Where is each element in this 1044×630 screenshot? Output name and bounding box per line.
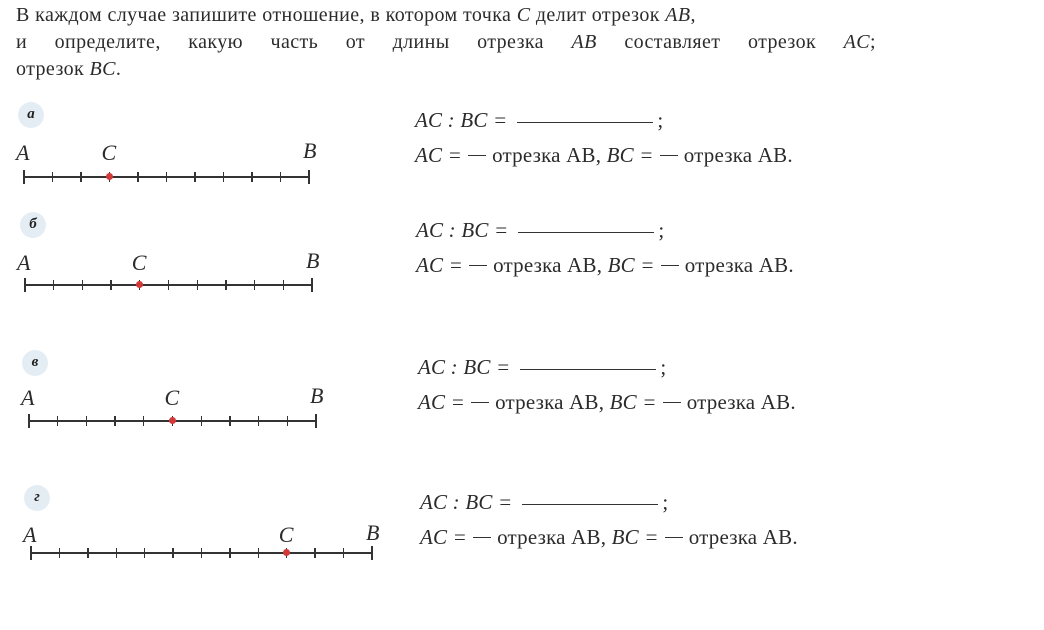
point-a-label: A (23, 522, 37, 547)
segment-division-tick (57, 416, 58, 426)
point-c-ref: C (516, 4, 531, 26)
ac-equals: AC = (418, 390, 466, 414)
ratio-answer-blank[interactable] (517, 122, 653, 123)
point-c-label: C (131, 250, 147, 275)
segment-division-tick (82, 280, 83, 290)
ratio-end: ; (658, 218, 665, 242)
parts-row (418, 390, 796, 415)
fraction-blank-bc[interactable] (661, 265, 679, 266)
bc-equals: BC = (607, 253, 655, 277)
of-segment-ab: отрезка AB, (497, 525, 607, 549)
ratio-row (415, 108, 663, 133)
fraction-blank-ac[interactable] (473, 537, 491, 538)
ratio-expression: AC : BC = (418, 355, 511, 379)
point-c-marker (283, 549, 290, 556)
ratio-row (416, 218, 664, 243)
fraction-blank-bc[interactable] (665, 537, 683, 538)
segment-endpoint-tick (371, 546, 372, 560)
point-a-label: A (21, 385, 35, 410)
segment-division-tick (258, 548, 259, 558)
segment-endpoint-tick (24, 278, 25, 292)
task-text: делит отрезок (530, 4, 666, 26)
segment-division-tick (166, 172, 167, 182)
ac-equals: AC = (415, 143, 463, 167)
segment-division-tick (80, 172, 81, 182)
ratio-end: ; (662, 490, 669, 514)
segment-division-tick (251, 172, 252, 182)
task-text: , (690, 4, 696, 26)
segment-endpoint-tick (311, 278, 312, 292)
ratio-end: ; (660, 355, 667, 379)
segment-division-tick (287, 416, 288, 426)
ratio-expression: AC : BC = (416, 218, 509, 242)
ratio-end: ; (657, 108, 664, 132)
segment-division-tick (143, 416, 144, 426)
task-text: В каждом случае запишите отношение, в котором точка (16, 4, 517, 26)
point-b-label: B (306, 248, 320, 273)
segment-division-tick (223, 172, 224, 182)
ac-equals: AC = (420, 525, 468, 549)
of-segment-ab-end: отрезка AB. (683, 143, 793, 167)
task-text: и определите, какую часть от длины отрезка (16, 31, 572, 53)
segment-ab-ref: AB (665, 4, 691, 26)
point-c-label: C (278, 522, 294, 547)
ratio-answer-blank[interactable] (520, 369, 656, 370)
segment-division-tick (59, 548, 60, 558)
segment-division-tick (201, 548, 202, 558)
of-segment-ab: отрезка AB, (493, 253, 603, 277)
ratio-row (420, 490, 668, 515)
point-c-marker (106, 173, 113, 180)
segment-endpoint-tick (28, 414, 29, 428)
task-text: отрезок (16, 58, 90, 80)
bc-equals: BC = (609, 390, 657, 414)
ratio-expression: AC : BC = (415, 108, 508, 132)
segment-ab-ref: AB (571, 31, 597, 53)
segment-division-tick (114, 416, 115, 426)
task-text: . (115, 58, 122, 80)
fraction-blank-ac[interactable] (471, 402, 489, 403)
segment-division-tick (197, 280, 198, 290)
problem-letter-badge: б (20, 212, 46, 238)
point-c-marker (169, 417, 176, 424)
segment-endpoint-tick (315, 414, 316, 428)
segment-division-tick (168, 280, 169, 290)
segment-division-tick (343, 548, 344, 558)
segment-division-tick (144, 548, 145, 558)
bc-equals: BC = (611, 525, 659, 549)
point-b-label: B (303, 138, 317, 163)
point-b-label: B (310, 383, 324, 408)
problem-letter-badge: а (18, 102, 44, 128)
ratio-answer-blank[interactable] (518, 232, 654, 233)
point-b-label: B (366, 520, 380, 545)
of-segment-ab-end: отрезка AB. (688, 525, 798, 549)
ac-equals: AC = (416, 253, 464, 277)
of-segment-ab-end: отрезка AB. (686, 390, 796, 414)
segment-division-tick (229, 548, 230, 558)
segment-endpoint-tick (23, 170, 24, 184)
segment-division-tick (254, 280, 255, 290)
point-c-label: C (101, 140, 117, 165)
point-c-marker (136, 281, 143, 288)
fraction-blank-ac[interactable] (468, 155, 486, 156)
parts-row (420, 525, 798, 550)
segment-division-tick (116, 548, 117, 558)
of-segment-ab: отрезка AB, (492, 143, 602, 167)
task-text: ; (870, 31, 876, 53)
parts-row (415, 143, 793, 168)
fraction-blank-bc[interactable] (660, 155, 678, 156)
ratio-answer-blank[interactable] (522, 504, 658, 505)
ratio-row (418, 355, 666, 380)
of-segment-ab-end: отрезка AB. (684, 253, 794, 277)
segment-division-tick (314, 548, 315, 558)
of-segment-ab: отрезка AB, (495, 390, 605, 414)
parts-row (416, 253, 794, 278)
segment-division-tick (110, 280, 111, 290)
task-statement (16, 2, 876, 83)
segment-division-tick (280, 172, 281, 182)
segment-division-tick (258, 416, 259, 426)
segment-division-tick (283, 280, 284, 290)
point-c-label: C (164, 385, 180, 410)
segment-division-tick (201, 416, 202, 426)
segment-division-tick (194, 172, 195, 182)
segment-division-tick (87, 548, 88, 558)
fraction-blank-bc[interactable] (663, 402, 681, 403)
segment-division-tick (52, 172, 53, 182)
segment-division-tick (86, 416, 87, 426)
segment-division-tick (172, 548, 173, 558)
segment-division-tick (137, 172, 138, 182)
segment-bc-ref: BC (89, 58, 116, 80)
segment-endpoint-tick (308, 170, 309, 184)
bc-equals: BC = (606, 143, 654, 167)
fraction-blank-ac[interactable] (469, 265, 487, 266)
problem-letter-badge: в (22, 350, 48, 376)
segment-ac-ref: AC (843, 31, 871, 53)
task-text: составляет отрезок (596, 31, 844, 53)
problem-letter-badge: г (24, 485, 50, 511)
point-a-label: A (16, 140, 30, 165)
ratio-expression: AC : BC = (420, 490, 513, 514)
segment-division-tick (229, 416, 230, 426)
segment-division-tick (53, 280, 54, 290)
segment-division-tick (225, 280, 226, 290)
point-a-label: A (17, 250, 31, 275)
